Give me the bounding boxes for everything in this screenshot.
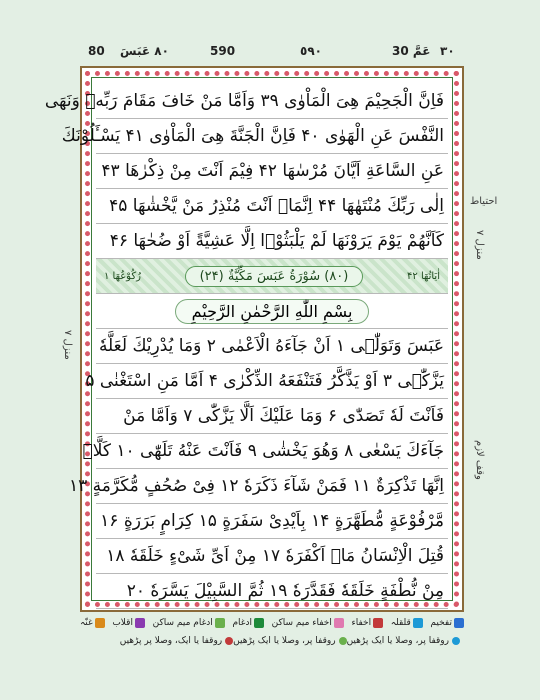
verse-line-1: فَاِنَّ الْجَحِیْمَ هِیَ الْمَاْوٰی ۳۹ وَاَمَّا مَنْ خَافَ مَقَامَ رَبِّهٖ وَنَهَی [96, 84, 448, 119]
waqf-legend [119, 636, 460, 646]
verse-line-11: مَّرْفُوْعَةٍ مُّطَهَّرَةٍ ۱۴ بِاَیْدِیْ سَفَرَةٍ ۱۵ كِرَامٍ بَرَرَةٍ ۱۶ [96, 504, 448, 539]
surah-banner [96, 259, 448, 294]
legend-item: غنّہ [80, 618, 105, 628]
verse-line-4: اِلٰی رَبِّكَ مُنْتَهٰهَا ۴۴ اِنَّمَاۤ اَنْتَ مُنْذِرُ مَنْ یَّخْشٰهَا ۴۵ [96, 189, 448, 224]
verse-line-8: فَاَنْتَ لَهٗ تَصَدّٰی ۶ وَمَا عَلَیْكَ اَلَّا یَزَّكّٰی ۷ وَاَمَّا مَنْ [96, 399, 448, 434]
verse-line-2: النَّفْسَ عَنِ الْهَوٰی ۴۰ فَاِنَّ الْجَنَّةَ هِیَ الْمَاْوٰی ۴۱ یَسْـَٔلُوْنَكَ [96, 119, 448, 154]
surah-ayat-count: اٰیَاتُهَا ۴۲ [407, 270, 440, 282]
page-number-arabic: ٥٩٠ [300, 44, 322, 58]
para-number-right: ٣٠ [440, 44, 455, 58]
page-header [0, 44, 540, 62]
legend-item: ادغام [232, 618, 264, 628]
verse-line-13: مِنْ نُّطْفَةٍ خَلَقَهٗ فَقَدَّرَهٗ ۱۹ ثُمَّ السَّبِیْلَ یَسَّرَهٗ ۲۰ [96, 574, 448, 609]
side-note-right-bottom: وقف لازم [474, 440, 485, 480]
legend-item: اخفاء [351, 618, 383, 628]
para-name-right: 30 عَمَّ [392, 44, 431, 58]
waqf-legend-item: روقفا یا ایک، وصلا پر پڑھیں [120, 636, 233, 646]
verse-line-3: عَنِ السَّاعَةِ اَیَّانَ مُرْسٰهَا ۴۲ فِیْمَ اَنْتَ مِنْ ذِكْرٰهَا ۴۳ [96, 154, 448, 189]
surah-number-left: 80 [88, 44, 105, 58]
legend-item: قلقلہ [391, 618, 423, 628]
verse-line-6: عَبَسَ وَتَوَلّٰۤی ۱ اَنْ جَآءَهُ الْاَعْمٰی ۲ وَمَا یُدْرِیْكَ لَعَلَّهٗ [96, 329, 448, 364]
verse-line-5: كَاَنَّهُمْ یَوْمَ یَرَوْنَهَا لَمْ یَلْبَثُوْۤا اِلَّا عَشِیَّةً اَوْ ضُحٰهَا ۴۶ [96, 224, 448, 259]
verse-line-12: قُتِلَ الْاِنْسَانُ مَاۤ اَكْفَرَهٗ ۱۷ مِنْ اَیِّ شَیْءٍ خَلَقَهٗ ۱۸ [96, 539, 448, 574]
side-note-right-top: احتیاط [470, 196, 498, 207]
bismillah: بِسْمِ اللّٰهِ الرَّحْمٰنِ الرَّحِیْمِ [96, 294, 448, 329]
tajweed-legend [80, 618, 464, 628]
surah-title: (۸۰) سُوْرَةُ عَبَسَ مَكِّیَّةٌ (۲۴) [185, 266, 364, 287]
verse-line-9: جَآءَكَ یَسْعٰی ۸ وَهُوَ یَخْشٰی ۹ فَاَنْتَ عَنْهُ تَلَهّٰی ۱۰ كَلَّاۤ [96, 434, 448, 469]
verse-line-10: اِنَّهَا تَذْكِرَةٌ ۱۱ فَمَنْ شَآءَ ذَكَرَهٗ ۱۲ فِیْ صُحُفٍ مُّكَرَّمَةٍ ۱۳ [96, 469, 448, 504]
legend-item: ادغام میم ساکن [153, 618, 225, 628]
legend-item: اخفاء میم ساکن [272, 618, 344, 628]
waqf-legend-item: روقفا پر، وصلا یا ایک پڑھیں [233, 636, 346, 646]
surah-name-left: ٨٠ عَبَسَ [120, 44, 169, 58]
verse-line-7: یَزَّكّٰۤی ۳ اَوْ یَذَّكَّرُ فَتَنْفَعَهُ الذِّكْرٰی ۴ اَمَّا مَنِ اسْتَغْنٰی ۵ [96, 364, 448, 399]
legend-item: اقلاب [112, 618, 145, 628]
waqf-legend-item: روقفا پر، وصلا یا ایک پڑھیں [347, 636, 460, 646]
legend-item: تفخیم [430, 618, 464, 628]
side-note-left-mid: منزل ۷ [62, 330, 73, 360]
surah-ruku-count: رُكُوْعُهَا ۱ [104, 270, 141, 282]
page-number: 590 [210, 44, 236, 58]
side-note-right-mid: منزل ۷ [474, 230, 485, 260]
